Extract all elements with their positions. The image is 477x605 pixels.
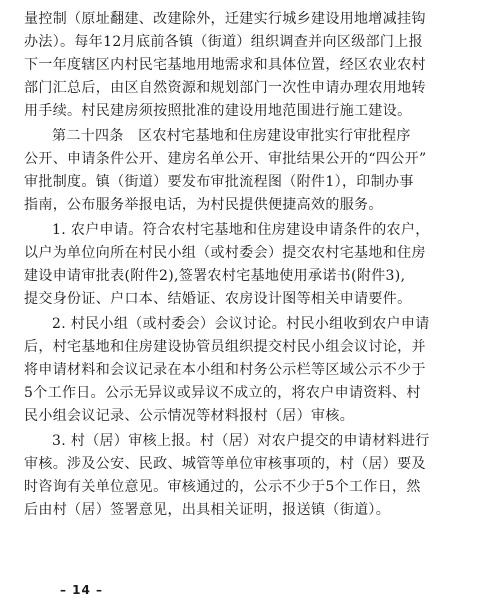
text-line: 时咨询有关单位意见。审核通过的，公示不少于5个工作日，然 bbox=[24, 479, 421, 495]
text-line: 审批制度。镇（街道）要发布审批流程图（附件1），印制办事 bbox=[24, 174, 414, 190]
text-line: 量控制（原址翻建、改建除外，迁建实行城乡建设用地增减挂钩 bbox=[24, 11, 426, 27]
text-line: 提交身份证、户口本、结婚证、农房设计图等相关申请要件。 bbox=[24, 291, 412, 307]
paragraph-article-24 bbox=[24, 125, 457, 217]
text-line: 指南，公布服务举报电话，为村民提供便捷高效的服务。 bbox=[24, 197, 383, 213]
text-line: 2. 村民小组（或村委会）会议讨论。村民小组收到农户申请 bbox=[52, 316, 430, 332]
text-line: 用手续。村民建房须按照批准的建设用地范围进行施工建设。 bbox=[24, 103, 412, 119]
list-item bbox=[24, 219, 457, 311]
text-line: 建设申请审批表(附件2),签署农村宅基地使用承诺书(附件3), bbox=[24, 268, 406, 284]
list-item bbox=[24, 430, 457, 522]
text-line: 将申请材料和会议记录在本小组和村务公示栏等区域公示不少于 bbox=[24, 362, 426, 378]
text-line: 审核。涉及公安、民政、城管等单位审核事项的，村（居）要及 bbox=[24, 456, 426, 472]
text-line: 3. 村（居）审核上报。村（居）对农户提交的申请材料进行 bbox=[52, 433, 430, 449]
text-line: 公开、申请条件公开、建房名单公开、审批结果公开的“四公开” bbox=[24, 151, 427, 167]
text-line: 办法）。每年12月底前各镇（街道）组织调查并向区级部门上报 bbox=[24, 34, 423, 50]
paragraph bbox=[24, 8, 457, 123]
text-line: 民小组会议记录、公示情况等材料报村（居）审核。 bbox=[24, 408, 355, 424]
text-line: 后由村（居）签署意见，出具相关证明，报送镇（街道）。 bbox=[24, 502, 391, 518]
text-line: 第二十四条 区农村宅基地和住房建设审批实行审批程序 bbox=[52, 128, 411, 144]
text-line: 下一年度辖区内村民宅基地用地需求和具体位置，经区农业农村 bbox=[24, 57, 426, 73]
text-line: 以户为单位向所在村民小组（或村委会）提交农村宅基地和住房 bbox=[24, 245, 426, 261]
text-line: 部门汇总后，由区自然资源和规划部门一次性申请办理农用地转 bbox=[24, 80, 426, 96]
page-number: – 14 – bbox=[60, 583, 104, 597]
text-line: 后，村宅基地和住房建设协管员组织提交村民小组会议讨论，并 bbox=[24, 339, 426, 355]
list-item bbox=[24, 313, 457, 428]
text-line: 5个工作日。公示无异议或异议不成立的，将农户申请资料、村 bbox=[24, 385, 421, 401]
text-line: 1. 农户申请。符合农村宅基地和住房建设申请条件的农户， bbox=[52, 222, 430, 238]
